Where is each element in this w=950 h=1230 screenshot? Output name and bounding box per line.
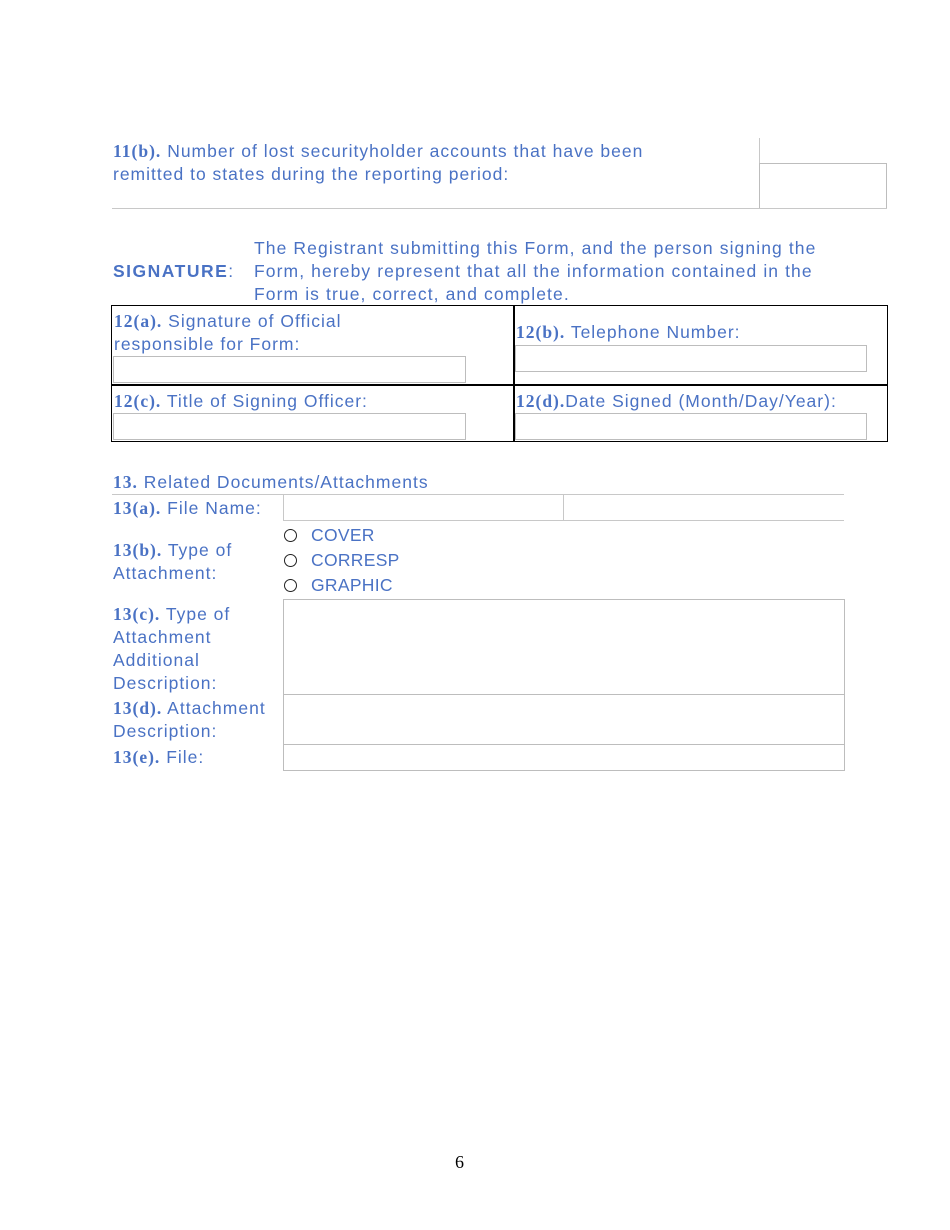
file-name-field-right-border [563,494,564,521]
item-12a-label [114,310,342,356]
signature-table-row-divider [111,384,888,386]
item-13a-label [113,497,262,520]
item-12a-line1: Signature of Official [168,311,342,331]
signature-statement [254,237,816,306]
item-11b-number: 11(b). [113,141,162,161]
item-13c-number: 13(c). [113,604,161,624]
item-13d-number: 13(d). [113,698,163,718]
official-signature-field[interactable] [113,356,466,383]
item-12b-label [516,321,741,344]
additional-description-textarea[interactable] [283,599,845,695]
item-12a-number: 12(a). [114,311,163,331]
item-11b-line1: Number of lost securityholder accounts that have been [167,141,644,161]
item-13c-label [113,603,230,695]
item-13b-line1: Type of [167,540,233,560]
item-13c-line1: Type of [165,604,231,624]
graphic-option-label: GRAPHIC [311,575,393,595]
item-13d-line2: Description: [113,721,218,741]
item-13c-line3: Additional [113,650,200,670]
item-12a-line2: responsible for Form: [114,334,301,354]
item-12d-number: 12(d). [516,391,566,411]
item-13-heading [113,471,429,494]
item-13e-label [113,746,204,769]
date-signed-field[interactable] [515,413,867,440]
item-13a-bottom-rule [283,520,844,521]
item-13a-text: File Name: [167,498,262,518]
corresp-radio[interactable] [284,554,297,567]
file-name-field[interactable] [284,495,563,520]
signature-statement-line3: Form is true, correct, and complete. [254,284,570,304]
page-number: 6 [455,1152,464,1172]
item-13d-line1: Attachment [167,698,266,718]
item-12b-number: 12(b). [516,322,566,342]
cover-radio[interactable] [284,529,297,542]
item-13b-line2: Attachment: [113,563,218,583]
item-11b-line2: remitted to states during the reporting period: [113,164,510,184]
attachment-description-textarea[interactable] [283,694,845,745]
item-12d-label [516,390,837,413]
item-11b-label [113,140,643,186]
item-13c-line4: Description: [113,673,218,693]
item-13-number: 13. [113,472,138,492]
signature-statement-line1: The Registrant submitting this Form, and the person signing the [254,238,817,258]
item-13e-number: 13(e). [113,747,161,767]
item-13b-number: 13(b). [113,540,163,560]
signing-officer-title-field[interactable] [113,413,466,440]
item-12d-text: Date Signed (Month/Day/Year): [565,391,837,411]
cover-option-label: COVER [311,525,375,545]
signature-statement-line2: Form, hereby represent that all the information contained in the [254,261,813,281]
corresp-option-label: CORRESP [311,550,400,570]
telephone-number-field[interactable] [515,345,867,372]
item-13-title: Related Documents/Attachments [143,472,429,492]
signature-heading-text: SIGNATURE [113,261,229,281]
item-12c-label [114,390,368,413]
item-12c-number: 12(c). [114,391,162,411]
graphic-radio[interactable] [284,579,297,592]
item-13a-number: 13(a). [113,498,162,518]
item-12c-text: Title of Signing Officer: [166,391,368,411]
signature-heading-colon: : [228,261,235,281]
item-13c-line2: Attachment [113,627,212,647]
item-12b-text: Telephone Number: [570,322,741,342]
lost-accounts-remitted-field[interactable] [759,163,887,209]
signature-heading [113,260,235,283]
item-13d-label [113,697,266,743]
file-upload-field[interactable] [283,744,845,771]
item-13b-label [113,539,232,585]
item-11b-bottom-rule [112,208,887,209]
item-13e-text: File: [166,747,205,767]
